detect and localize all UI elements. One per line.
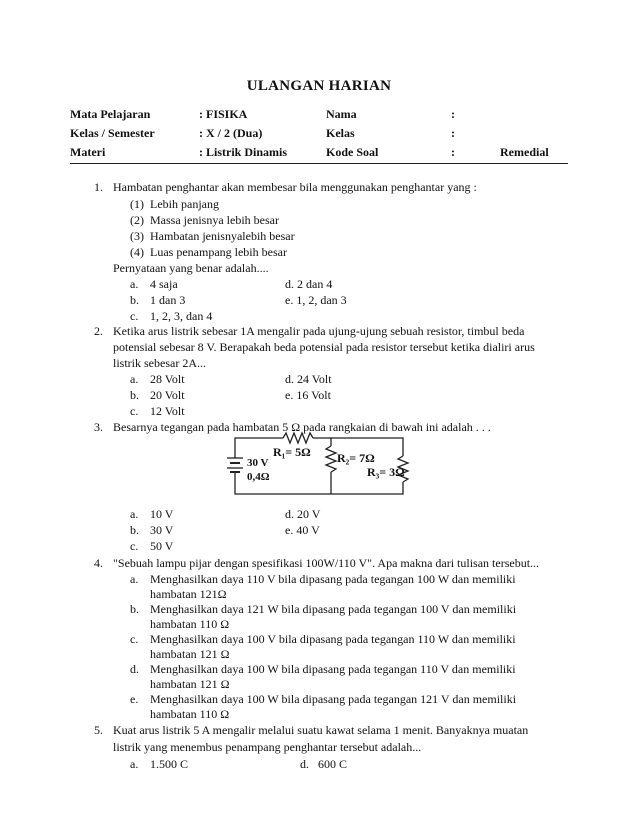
label-nama: Nama [326,107,357,121]
circuit-diagram [225,428,415,500]
resistor-r2-symbol [326,446,336,472]
option-letter: a. [130,507,139,521]
statement-text: Massa jenisnya lebih besar [150,213,279,227]
page-title: ULANGAN HARIAN [246,78,392,94]
option-d: 600 C [318,757,348,771]
option-letter: d. [130,662,139,676]
question-number: 2. [94,324,103,338]
option-e: e. 40 V [285,523,320,537]
label-kelas-semester: Kelas / Semester [70,126,155,140]
question-text: Hambatan penghantar akan membesar bila menggunakan penghantar yang : [113,180,477,194]
option-text-line: Menghasilkan daya 100 V bila dipasang pada tegangan 110 W dan memiliki [150,632,516,646]
label-r3: R₃= 3Ω [367,465,405,479]
option-e: e. 1, 2, dan 3 [285,293,347,307]
option-letter: b. [130,523,139,537]
label-kelas: Kelas [326,126,355,140]
option-letter: b. [130,602,139,616]
value-kode-soal: : [451,145,455,159]
question-number: 1. [94,180,103,194]
option-letter: b. [130,388,139,402]
statement-number: (3) [130,229,144,243]
option-text-line: Menghasilkan daya 121 W bila dipasang pada tegangan 100 V dan memiliki [150,602,517,616]
question-text-line: Ketika arus listrik sebesar 1A mengalir pada ujung-ujung sebuah resistor, timbul beda [113,324,525,338]
statement-number: (4) [130,245,144,259]
option-b: 20 Volt [150,388,185,402]
option-letter: a. [130,757,139,771]
option-c: 1, 2, 3, dan 4 [150,309,213,323]
label-emf: 30 V [247,457,269,469]
statement-text: Lebih panjang [150,197,219,211]
value-kelas-semester: : X / 2 (Dua) [199,126,263,140]
header-divider [70,163,568,164]
option-d: d. 2 dan 4 [285,277,333,291]
statement-number: (1) [130,197,144,211]
option-a: 28 Volt [150,372,185,386]
question-number: 4. [94,556,103,570]
option-text-line: Menghasilkan daya 100 W bila dipasang pada tegangan 121 V dan memiliki [150,692,517,706]
label-kode-soal: Kode Soal [326,145,379,159]
question-text-line: listrik yang menembus penampang penghantar tersebut adalah... [113,740,422,754]
option-letter: e. [130,692,139,706]
option-letter: c. [130,404,139,418]
label-r2: R₂= 7Ω [337,451,375,465]
option-text-line: hambatan 110 Ω [150,707,230,721]
option-b: 30 V [150,523,174,537]
option-letter: d. [300,757,309,771]
statement-text: Hambatan jenisnyalebih besar [150,229,295,243]
option-c: 12 Volt [150,404,185,418]
question-text: "Sebuah lampu pijar dengan spesifikasi 100W/110 V". Apa makna dari tulisan tersebut... [113,556,540,570]
option-text-line: hambatan 121 Ω [150,647,230,661]
question-text: Besarnya tegangan pada hambatan 5 Ω pada rangkaian di bawah ini adalah . . . [113,420,491,434]
statement-text: Luas penampang lebih besar [150,245,287,259]
value-kelas: : [451,126,455,140]
question-text-line: listrik sebesar 2A... [113,356,206,370]
option-text-line: Menghasilkan daya 110 V bila dipasang pada tegangan 100 W dan memiliki [150,572,516,586]
value-nama: : [451,107,455,121]
question-number: 5. [94,723,103,737]
question-number: 3. [94,420,103,434]
question-text-line: potensial sebesar 8 V. Berapakah beda potensial pada resistor tersebut ketika dialiri arus [113,340,535,354]
resistor-r1-symbol [283,433,313,443]
option-text-line: hambatan 121 Ω [150,677,230,691]
option-letter: c. [130,539,139,553]
option-letter: a. [130,277,139,291]
option-a: 10 V [150,507,174,521]
label-internal-resistance: 0,4Ω [247,471,270,483]
option-c: 50 V [150,539,174,553]
question-prompt: Pernyataan yang benar adalah.... [113,261,269,275]
option-letter: a. [130,372,139,386]
option-letter: a. [130,572,139,586]
question-text-line: Kuat arus listrik 5 A mengalir melalui suatu kawat selama 1 menit. Banyaknya muatan [113,723,529,737]
label-r1: R₁= 5Ω [273,445,311,459]
label-materi: Materi [70,145,106,159]
option-a: 1.500 C [150,757,189,771]
option-text-line: Menghasilkan daya 100 W bila dipasang pada tegangan 110 V dan memiliki [150,662,516,676]
option-text-line: hambatan 121Ω [150,587,227,601]
option-a: 4 saja [150,277,178,291]
option-letter: c. [130,632,139,646]
option-e: e. 16 Volt [285,388,331,402]
option-b: 1 dan 3 [150,293,186,307]
option-letter: b. [130,293,139,307]
label-mata-pelajaran: Mata Pelajaran [70,107,151,121]
option-d: d. 24 Volt [285,372,332,386]
option-letter: c. [130,309,139,323]
value-mata-pelajaran: : FISIKA [199,107,248,121]
option-text-line: hambatan 110 Ω [150,617,230,631]
remedial-label: Remedial [500,145,549,159]
option-d: d. 20 V [285,507,321,521]
statement-number: (2) [130,213,144,227]
value-materi: : Listrik Dinamis [199,145,288,159]
